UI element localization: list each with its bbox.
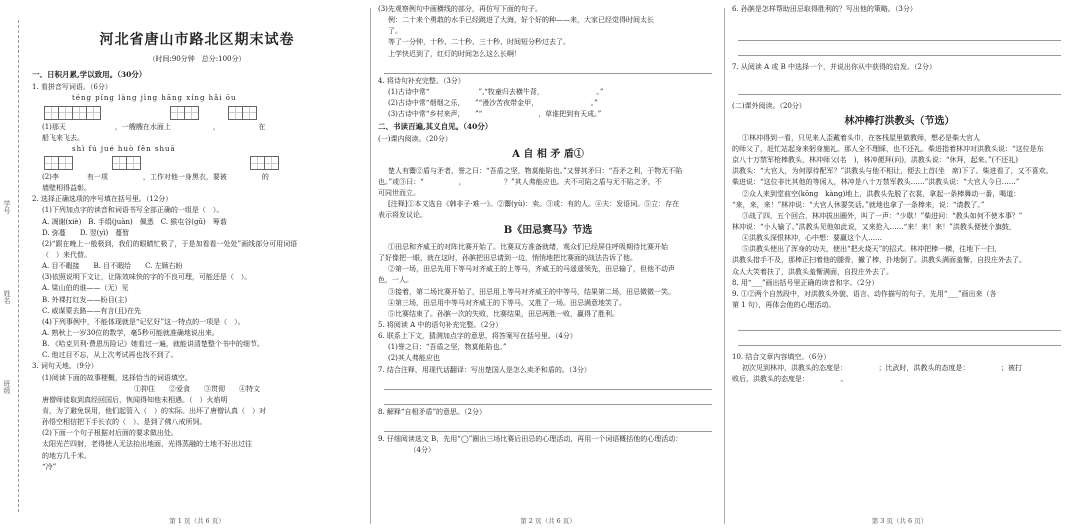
- question-8: 8. 解释“自相矛盾”的意思。（2分）: [378, 407, 487, 416]
- page-number: 第 1 页（共 6 页）: [169, 516, 225, 525]
- page-3: [732, 0, 1067, 532]
- passage-title: B《田忌赛马》节选: [503, 225, 593, 237]
- option: A. 梁山伯的谁——（无）见: [42, 284, 129, 293]
- passage-text: “来，来，来！”林冲说：“大官人休要笑话。”就地也拿了一条棒来，说：“请教了。”: [732, 200, 985, 209]
- binding-label-id: 学号: [3, 200, 11, 214]
- question-text: (2)“跟在晚上一般极到，我们的眼睛忙极了，于是加看看一处处”画线部分可用词语: [42, 239, 298, 248]
- passage-text: 众人大笑着扶了，洪教头羞惭满面，自投庄外去了。: [732, 267, 893, 276]
- question-7: 7. 从阅读 A 或 B 中选择一个，并说出你从中获得的启发。（2分）: [732, 63, 936, 72]
- passage-text: ③接着，第二场比赛开始了，田忌用上等马对齐威王的中等马，结果第二场，田忌微微一笑。: [388, 287, 675, 296]
- answer-line[interactable]: [384, 61, 712, 74]
- passage-text: 唐僧师徒取到真经回国后，恢闻得知他未相遇。（ ）火焰明: [42, 395, 228, 404]
- example-text: 等了一分钟，十秒、二十秒、三十秒、时间短分秒过去了。: [388, 38, 570, 47]
- annotation: 表示将发议论。: [378, 211, 427, 220]
- question-text: 初次见到林冲，洪教头的态度是： ；比武时，洪教头的态度是： ；被打: [742, 364, 1022, 373]
- passage-text: 可同世而立。: [378, 189, 420, 198]
- question-text: (1)誉之曰：“吾盾之坚，物莫能陷也。”: [388, 343, 507, 352]
- question-text: (3)先观察例句中画横线的部分，再仿写下面的句子。: [378, 5, 542, 13]
- column-divider: [370, 8, 371, 524]
- example-text: 了。: [388, 27, 402, 36]
- binding-margin: [0, 0, 28, 532]
- question-7: 7. 结合注释，用现代话翻译：写出楚国人是怎么卖矛和盾的。（3分）: [378, 365, 591, 374]
- answer-line[interactable]: [384, 392, 712, 405]
- cut-line: [18, 20, 19, 512]
- section-heading: 一、日积月累,学以致用。（30分）: [32, 70, 147, 80]
- question-4: 4. 将诗句补充完整。（3分）: [378, 76, 465, 85]
- option: B. 《哈克贝利·费恩历险记》她看过一遍，就能讲清楚整个书中的细节。: [42, 340, 264, 349]
- question-5: 5. 将阅读 A 中的语句补充完整。（2分）: [378, 320, 503, 329]
- pinyin-row: téng píng làng jìng hāng xíng hǎi ōu: [72, 94, 237, 103]
- option: D. 弥蔓 D. 翌(yì) 蔓暂: [42, 228, 130, 237]
- option: A. 凋谢(xiè) B. 手绢(juàn) 佩悉 C. 猴屯谷(gǔ) 筹谐: [42, 217, 227, 226]
- passage-text: ②众人来到堂前空(kōng kàng)地上，洪教头先脱了衣裳，拿起一条棒舞动一番，喝道：: [742, 189, 1021, 198]
- passage-text: 楚人有鬻②盾与矛者，誉之曰：“吾盾之坚，物莫能陷也。”又誉其矛曰：“吾矛之利，于物无不陷: [388, 166, 683, 175]
- page-1: [32, 0, 362, 532]
- section-heading: 二、书读百遍,其义自见。（40分）: [378, 122, 493, 132]
- question-text: (1)下列加点字的读音和词语书写全部正确的一组是（ ）。: [42, 206, 224, 215]
- passage-text: 了好像把一眼，就在这时，孙膑把田忌请到一边，悄悄地把比赛面的战法告诉了他。: [378, 254, 637, 263]
- option: C. 威谋蒙去路——有言(且)在先: [42, 306, 142, 315]
- passage-text: ②第一场，田忌先用下等马对齐威王的上等马，齐威王的马遥遥领先，田忌输了，但他不动声: [388, 265, 675, 274]
- question-text: (2)古诗中常“烟烟之乐， ”“漫沙苦夜带金甲， 。”: [388, 98, 598, 107]
- binding-label-name: 姓名: [3, 290, 11, 304]
- answer-line[interactable]: [384, 419, 712, 432]
- passage-text: 色，一人。: [378, 276, 413, 285]
- question-9: 9. ①②两个自然段中，对洪教头外貌、语言、动作描写的句子，先用“___”画出来（各: [732, 289, 997, 298]
- question-6: 6. 孙膑是怎样帮助田忌取得胜利的？写出他的策略。（3分）: [732, 5, 917, 13]
- answer-line[interactable]: [738, 318, 1061, 331]
- answer-line[interactable]: [738, 333, 1061, 346]
- question-text: (4)下列事例中，不能体现就是“记忆好”这一特点的一项是（ ）。: [42, 317, 245, 326]
- question-text: (2)李 有一项 ，工作对他一身黑衣，要被 的: [42, 173, 269, 182]
- question-text: (1)阅读下面的故事梗概，选择恰当的词语填空。: [42, 373, 192, 382]
- question-text: 第 1 句），再体会他的心理活动。: [732, 301, 836, 310]
- option: B. 外裸打红发——盼目(主): [42, 295, 128, 304]
- question-text: （4分）: [378, 445, 435, 454]
- passage-text: 也。”或③曰：“ ， ？”其人弗能应也。夫不可陷之盾与无不陷之矛，不: [378, 177, 662, 186]
- passage-text: 的地方几千米。: [42, 451, 91, 460]
- answer-line[interactable]: [384, 377, 712, 390]
- question-9: 9. 仔细阅读选文 B，先用“◯”圈出三场比赛后田忌的心理活动，再用一个词语概括他的心理活动：: [378, 434, 683, 443]
- passage-text: 孙悟空相信把下手长衣的（ ）、是到了佛八戒所饲。: [42, 418, 207, 427]
- question-text: (3)依照说明下文让，让陈效味快的字的不良可理，可能还是（ ）。: [42, 273, 252, 282]
- question-1: 1. 看拼音写词语。（6分）: [32, 83, 112, 92]
- word-options: ①抑住 ②爱食 ③贯彻 ④特文: [134, 384, 260, 393]
- page-2: [378, 0, 718, 532]
- exam-info: （时间:90分钟 总分:100分）: [148, 55, 246, 64]
- question-10: 10. 结合文章内容填空。（6分）: [732, 353, 831, 362]
- char-boxes[interactable]: [44, 156, 362, 170]
- answer-line[interactable]: [738, 82, 1061, 95]
- passage-text: ④第三场，田忌用中等马对齐威王的下等马，又胜了一场。田忌满意地笑了。: [388, 298, 626, 307]
- question-text: (1)古诗中常“ ”,“牧童归去横牛背， 。”: [388, 87, 604, 96]
- binding-label-class: 班级: [3, 380, 11, 394]
- question-8: 8. 用“___”画出括号里正确的读音和字。（2分）: [732, 278, 879, 287]
- passage-text: ③战了四，五个回合，林冲拔出圈外，叫了一声：“少歇！”柴进问：“教头如何不使本事？”: [742, 211, 1023, 220]
- question-text: 船飞来飞去。: [42, 133, 84, 142]
- passage-text: ①林冲得到一看，只见来人歪戴着头巾，在客栈屋里做教师，想必是柴大官人: [742, 133, 980, 142]
- passage-text: 林冲说：“小人输了。”洪教头见他如此说，又来抢入……“来！来！来！”洪教头便使个旗鼓，: [732, 223, 1016, 232]
- char-boxes[interactable]: [44, 106, 362, 120]
- example-text: 上学快迟到了，红灯的时间怎么这么长啊！: [388, 49, 521, 58]
- passage-text: ⑤比赛结束了。孙膑一次的失败，比赛结果，田忌两胜一败，赢得了胜利。: [388, 309, 619, 318]
- passage-text: 太阳光芒四射，老得使人无法抬出地面，光得蒸融的土地不好出过往: [42, 440, 252, 449]
- question-text: (2)下面一个句子根据对后面的要求做出处。: [42, 429, 178, 438]
- passage-text: 的师父了，赶忙站起身来躬身施礼。那人全不理睬，也不还礼。柴进指着林冲对洪教头说：“这位是东: [732, 145, 1044, 154]
- answer-prompt: “冷”: [42, 462, 57, 471]
- column-divider: [724, 8, 725, 524]
- option: A. 熟秋上一岁30位的数学，毫5秒可能就准确地说出来。: [42, 328, 219, 337]
- passage-title: A 自 相 矛 盾①: [512, 149, 584, 161]
- question-text: 墙壁相得益彰。: [42, 184, 91, 193]
- passage-text: ⑤洪教头使出了浑身的功夫，使出“把火烧天”的招式。林冲把棒一横，往地下一扫，: [742, 245, 1002, 254]
- subsection-heading: (二)课外阅读。（20分）: [732, 102, 806, 111]
- question-text: (1)那天 ，一艘艘在水面上 ， 在: [42, 122, 266, 131]
- passage-text: 肯，为了避免误用，他们起管入（ ）的实际。出坏了唐僧认真（ ）对: [42, 406, 266, 415]
- question-3: 3. 词句天地。（9分）: [32, 362, 98, 371]
- answer-line[interactable]: [738, 28, 1061, 41]
- annotation: [注释]①本文选自《韩非子·难一》。②鬻(yù)：卖。③或：有的人。④夫：发语词。⑤立：存在: [388, 200, 680, 209]
- question-text: 败后，洪教头的态度是： 。: [732, 375, 848, 384]
- example-text: 例：二十来个勇敢的水手已经跳进了大海，好个好的种——来，大家已经觉得时间太长: [388, 16, 654, 25]
- question-2: 2. 选择正确选项的序号填在括号里。（12分）: [32, 195, 173, 204]
- option: C. 他过目不忘，从上次考试再也找不到了。: [42, 351, 178, 360]
- pinyin-row: shì fú jué huò fěn shuā: [72, 144, 176, 153]
- question-text: (2)其人弗能应也: [388, 354, 440, 363]
- passage-text: 洪教头措手不及，那棒正扫着他的腿骨，撇了棒，扑地倒了。洪教头满面羞惭，自投庄外去了。: [732, 256, 1026, 265]
- passage-text: ④洪教头深恨林冲，心中想：要赢这个人……: [742, 234, 882, 243]
- question-text: （ ）来代替。: [42, 251, 91, 259]
- passage-text: 柴进说：“这位非比其他的等闲人，林冲是八十万禁军教头……”洪教头说：“大官人今日……”: [732, 178, 1020, 187]
- page-title: 河北省唐山市路北区期末试卷: [99, 32, 295, 48]
- passage-text: 京八十万禁军枪棒教头，林冲师父(名 )，林冲便拜(问)，洪教头说：“休拜，起来。”(不还礼): [732, 156, 1019, 165]
- passage-text: ①田忌和齐威王的对阵比赛开始了。比赛双方准备就绪，观众们已经屏住呼吸期待比赛开始: [388, 242, 668, 251]
- question-6: 6. 联系上下文，猜测加点字的意思，将答案写在括号里。（4分）: [378, 332, 577, 341]
- question-text: (3)古诗中常“乡村来声， ”“ ，草谁把到有天成。”: [388, 110, 602, 119]
- passage-title: 林冲棒打洪教头（节选）: [844, 116, 955, 128]
- passage-text: 洪教头：“大官人，为何厚待配军？”洪教头与他不相让，便去上首(坐 席)下了。柴进看了，又不喜欢。: [732, 167, 1053, 176]
- option: A. 目不暇接 B. 目不暇给 C. 左顾右盼: [42, 262, 183, 271]
- subsection-heading: (一)课内阅读。（20分）: [378, 135, 452, 144]
- page-number: 第 2 页（共 6 页）: [520, 516, 576, 525]
- page-number: 第 3 页（共 6 页）: [871, 516, 928, 525]
- answer-line[interactable]: [738, 43, 1061, 56]
